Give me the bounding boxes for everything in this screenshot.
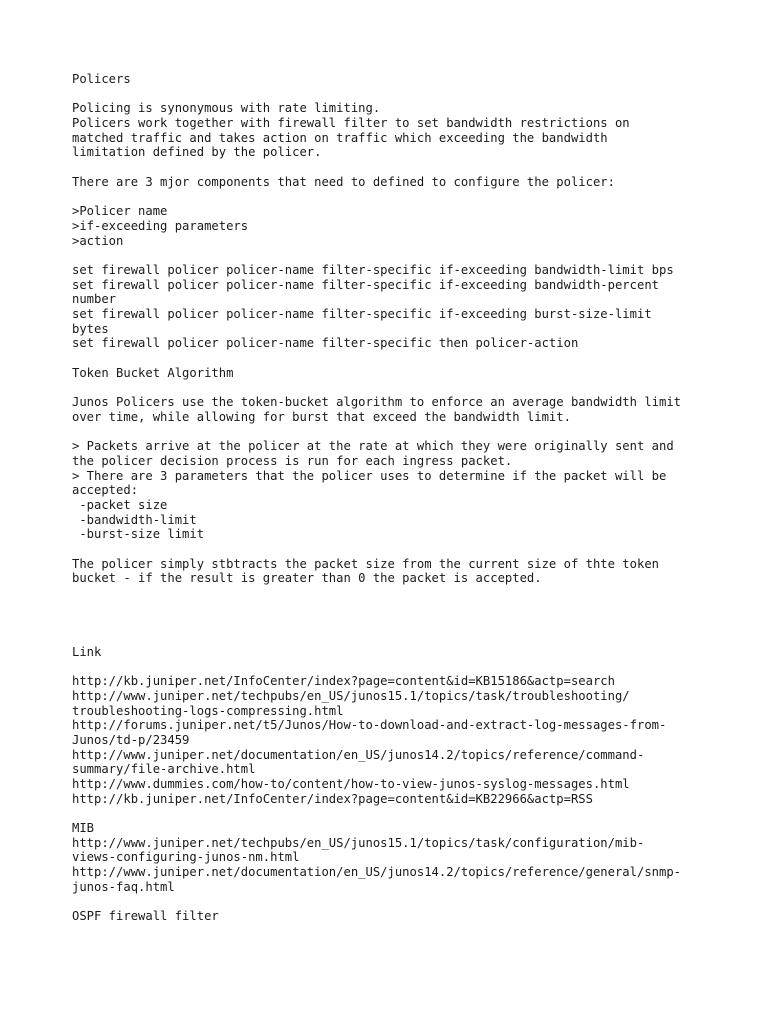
blank-line bbox=[72, 248, 732, 263]
blank-line bbox=[72, 806, 732, 821]
blank-line bbox=[72, 586, 732, 601]
text-line: http://www.juniper.net/documentation/en_US/junos14.2/topics/reference/general/snmp- bbox=[72, 865, 682, 880]
text-line: -bandwidth-limit bbox=[72, 512, 197, 527]
blank-line bbox=[72, 660, 732, 675]
text-line: http://forums.juniper.net/t5/Junos/How-to-download-and-extract-log-messages-from- bbox=[72, 718, 667, 733]
document-page bbox=[72, 72, 732, 924]
blank-line bbox=[72, 630, 732, 645]
blank-line bbox=[72, 380, 732, 395]
text-line: Token Bucket Algorithm bbox=[72, 365, 234, 380]
text-line: Policers work together with firewall filter to set bandwidth restrictions on bbox=[72, 116, 630, 131]
text-line: http://www.juniper.net/documentation/en_US/junos14.2/topics/reference/command- bbox=[72, 747, 645, 762]
text-line: set firewall policer policer-name filter-specific then policer-action bbox=[72, 336, 579, 351]
blank-line bbox=[72, 351, 732, 366]
text-line: set firewall policer policer-name filter-specific if-exceeding bandwidth-limit bps bbox=[72, 262, 674, 277]
text-line: http://kb.juniper.net/InfoCenter/index?page=content&id=KB15186&actp=search bbox=[72, 674, 615, 689]
text-line: over time, while allowing for burst that exceed the bandwidth limit. bbox=[72, 409, 571, 424]
text-line: accepted: bbox=[72, 483, 139, 498]
text-line: Junos Policers use the token-bucket algorithm to enforce an average bandwidth limit bbox=[72, 395, 682, 410]
text-line: summary/file-archive.html bbox=[72, 762, 256, 777]
text-line: views-configuring-junos-nm.html bbox=[72, 850, 300, 865]
text-line: The policer simply stbtracts the packet size from the current size of thte token bbox=[72, 556, 659, 571]
text-line: limitation defined by the policer. bbox=[72, 145, 322, 160]
blank-line bbox=[72, 190, 732, 205]
text-line: -packet size bbox=[72, 497, 168, 512]
blank-line bbox=[72, 542, 732, 557]
text-line: set firewall policer policer-name filter-specific if-exceeding burst-size-limit bbox=[72, 307, 652, 321]
blank-line bbox=[72, 895, 732, 910]
text-line: MIB bbox=[72, 821, 95, 836]
text-line: Link bbox=[72, 644, 102, 659]
text-line: >if-exceeding parameters bbox=[72, 218, 249, 233]
text-line: the policer decision process is run for each ingress packet. bbox=[72, 453, 513, 468]
text-line: > Packets arrive at the policer at the rate at which they were originally sent and bbox=[72, 439, 674, 454]
text-line: Policers bbox=[72, 72, 131, 86]
blank-line bbox=[72, 615, 732, 630]
text-line: http://kb.juniper.net/InfoCenter/index?page=content&id=KB22966&actp=RSS bbox=[72, 791, 593, 806]
text-line: bucket - if the result is greater than 0 the packet is accepted. bbox=[72, 571, 542, 586]
text-line: http://www.dummies.com/how-to/content/how-to-view-junos-syslog-messages.html bbox=[72, 777, 630, 791]
text-line: Policing is synonymous with rate limiting. bbox=[72, 101, 381, 116]
text-line: junos-faq.html bbox=[72, 879, 175, 894]
text-line: -burst-size limit bbox=[72, 527, 205, 542]
blank-line bbox=[72, 160, 732, 175]
text-line: matched traffic and takes action on traffic which exceeding the bandwidth bbox=[72, 130, 608, 145]
text-line: http://www.juniper.net/techpubs/en_US/junos15.1/topics/task/configuration/mib- bbox=[72, 835, 645, 850]
text-line: number bbox=[72, 292, 117, 307]
text-line: > There are 3 parameters that the policer uses to determine if the packet will be bbox=[72, 468, 667, 483]
text-line: http://www.juniper.net/techpubs/en_US/junos15.1/topics/task/troubleshooting/ bbox=[72, 688, 630, 703]
text-line: bytes bbox=[72, 321, 109, 336]
blank-line bbox=[72, 425, 732, 440]
text-line: There are 3 mjor components that need to defined to configure the policer: bbox=[72, 174, 615, 189]
text-line: >Policer name bbox=[72, 204, 168, 219]
text-line: set firewall policer policer-name filter-specific if-exceeding bandwidth-percent bbox=[72, 277, 659, 292]
text-line: troubleshooting-logs-compressing.html bbox=[72, 703, 344, 718]
blank-line bbox=[72, 601, 732, 616]
text-line: >action bbox=[72, 233, 124, 248]
text-line: Junos/td-p/23459 bbox=[72, 732, 190, 747]
blank-line bbox=[72, 87, 732, 102]
text-line: OSPF firewall filter bbox=[72, 909, 219, 924]
